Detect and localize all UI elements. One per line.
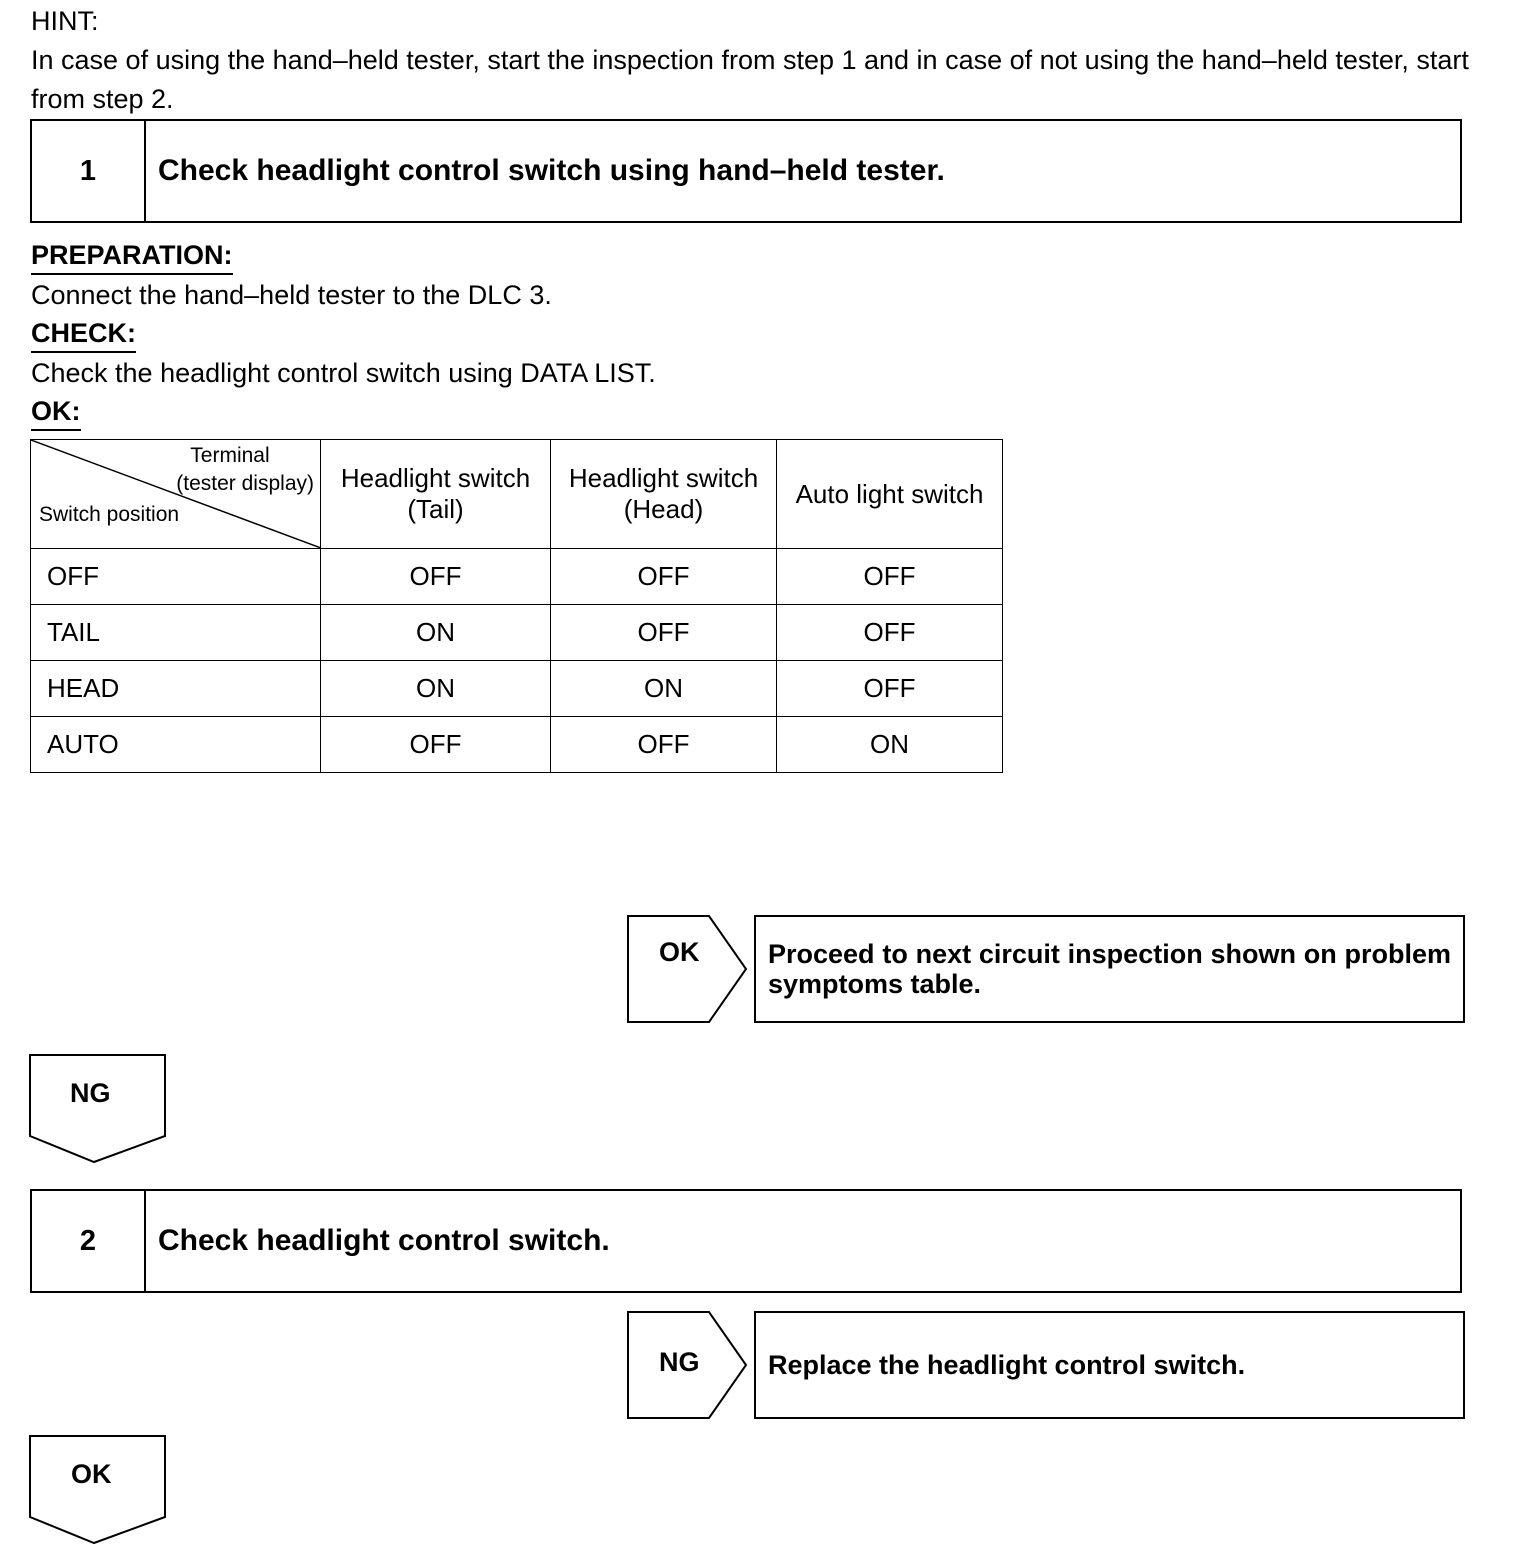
ok-tag-label: OK — [71, 1459, 112, 1489]
ok-label: OK: — [31, 393, 81, 431]
table-header-row — [31, 440, 1003, 549]
value-cell: ON — [551, 661, 777, 717]
corner-top-line1: Terminal — [190, 444, 270, 467]
ok-branch-tag — [627, 915, 749, 1023]
corner-top-label — [176, 442, 314, 498]
ok-result-text: Proceed to next circuit inspection shown on problem symptoms table. — [768, 939, 1451, 999]
check-text: Check the headlight control switch using DATA LIST. — [31, 358, 656, 388]
column-header — [551, 440, 777, 549]
column-header-line1: Headlight switch — [340, 463, 531, 493]
table-row — [31, 717, 1003, 773]
value-cell: OFF — [777, 661, 1003, 717]
ng-branch-tag — [627, 1311, 749, 1419]
hint-text: In case of using the hand–held tester, start the inspection from step 1 and in case of not using the hand–held tester, start from step 2. — [31, 45, 1469, 114]
ng-result-box — [754, 1311, 1465, 1419]
hint-label: HINT: — [31, 6, 99, 36]
value-cell: ON — [777, 717, 1003, 773]
ng-tag-label: NG — [70, 1078, 111, 1108]
ng-result-text: Replace the headlight control switch. — [768, 1350, 1246, 1380]
table-row — [31, 605, 1003, 661]
ng-tag-label: NG — [659, 1347, 700, 1377]
column-header — [777, 440, 1003, 549]
corner-bottom-label: Switch position — [39, 503, 180, 526]
ok-tag-label: OK — [659, 937, 700, 967]
check-label: CHECK: — [31, 315, 136, 353]
column-header-line2: (Head) — [623, 494, 704, 524]
down-arrow-tag-shape — [29, 1435, 167, 1545]
value-cell: OFF — [777, 549, 1003, 605]
value-cell: OFF — [551, 605, 777, 661]
value-cell: OFF — [551, 549, 777, 605]
right-arrow-tag-shape — [627, 915, 749, 1023]
value-cell: OFF — [321, 717, 551, 773]
ok-branch-tag — [29, 1435, 167, 1545]
preparation-text: Connect the hand–held tester to the DLC 3. — [31, 280, 552, 310]
value-cell: OFF — [321, 549, 551, 605]
table-corner-cell — [31, 440, 321, 549]
column-header-line1: Auto light switch — [795, 478, 984, 509]
switch-position-cell: HEAD — [31, 661, 321, 717]
switch-position-cell: TAIL — [31, 605, 321, 661]
column-header — [321, 440, 551, 549]
switch-position-cell: OFF — [31, 549, 321, 605]
value-cell: ON — [321, 661, 551, 717]
switch-position-cell: AUTO — [31, 717, 321, 773]
step-number: 1 — [32, 121, 146, 221]
step-title: Check headlight control switch. — [158, 1224, 610, 1257]
step-number: 2 — [32, 1191, 146, 1291]
down-arrow-tag-shape — [29, 1054, 167, 1164]
column-header-line2: (Tail) — [407, 494, 464, 524]
value-cell: OFF — [551, 717, 777, 773]
ng-branch-tag — [29, 1054, 167, 1164]
preparation-label: PREPARATION: — [31, 237, 233, 275]
ok-spec-table — [30, 439, 1003, 773]
table-row — [31, 549, 1003, 605]
value-cell: OFF — [777, 605, 1003, 661]
ok-result-box — [754, 915, 1465, 1023]
column-header-line1: Headlight switch — [568, 463, 759, 493]
table-row — [31, 661, 1003, 717]
value-cell: ON — [321, 605, 551, 661]
step-2-header — [30, 1189, 1462, 1293]
corner-top-line2: (tester display) — [176, 472, 314, 495]
step-1-header — [30, 119, 1462, 223]
step-title: Check headlight control switch using hand–held tester. — [158, 154, 945, 187]
